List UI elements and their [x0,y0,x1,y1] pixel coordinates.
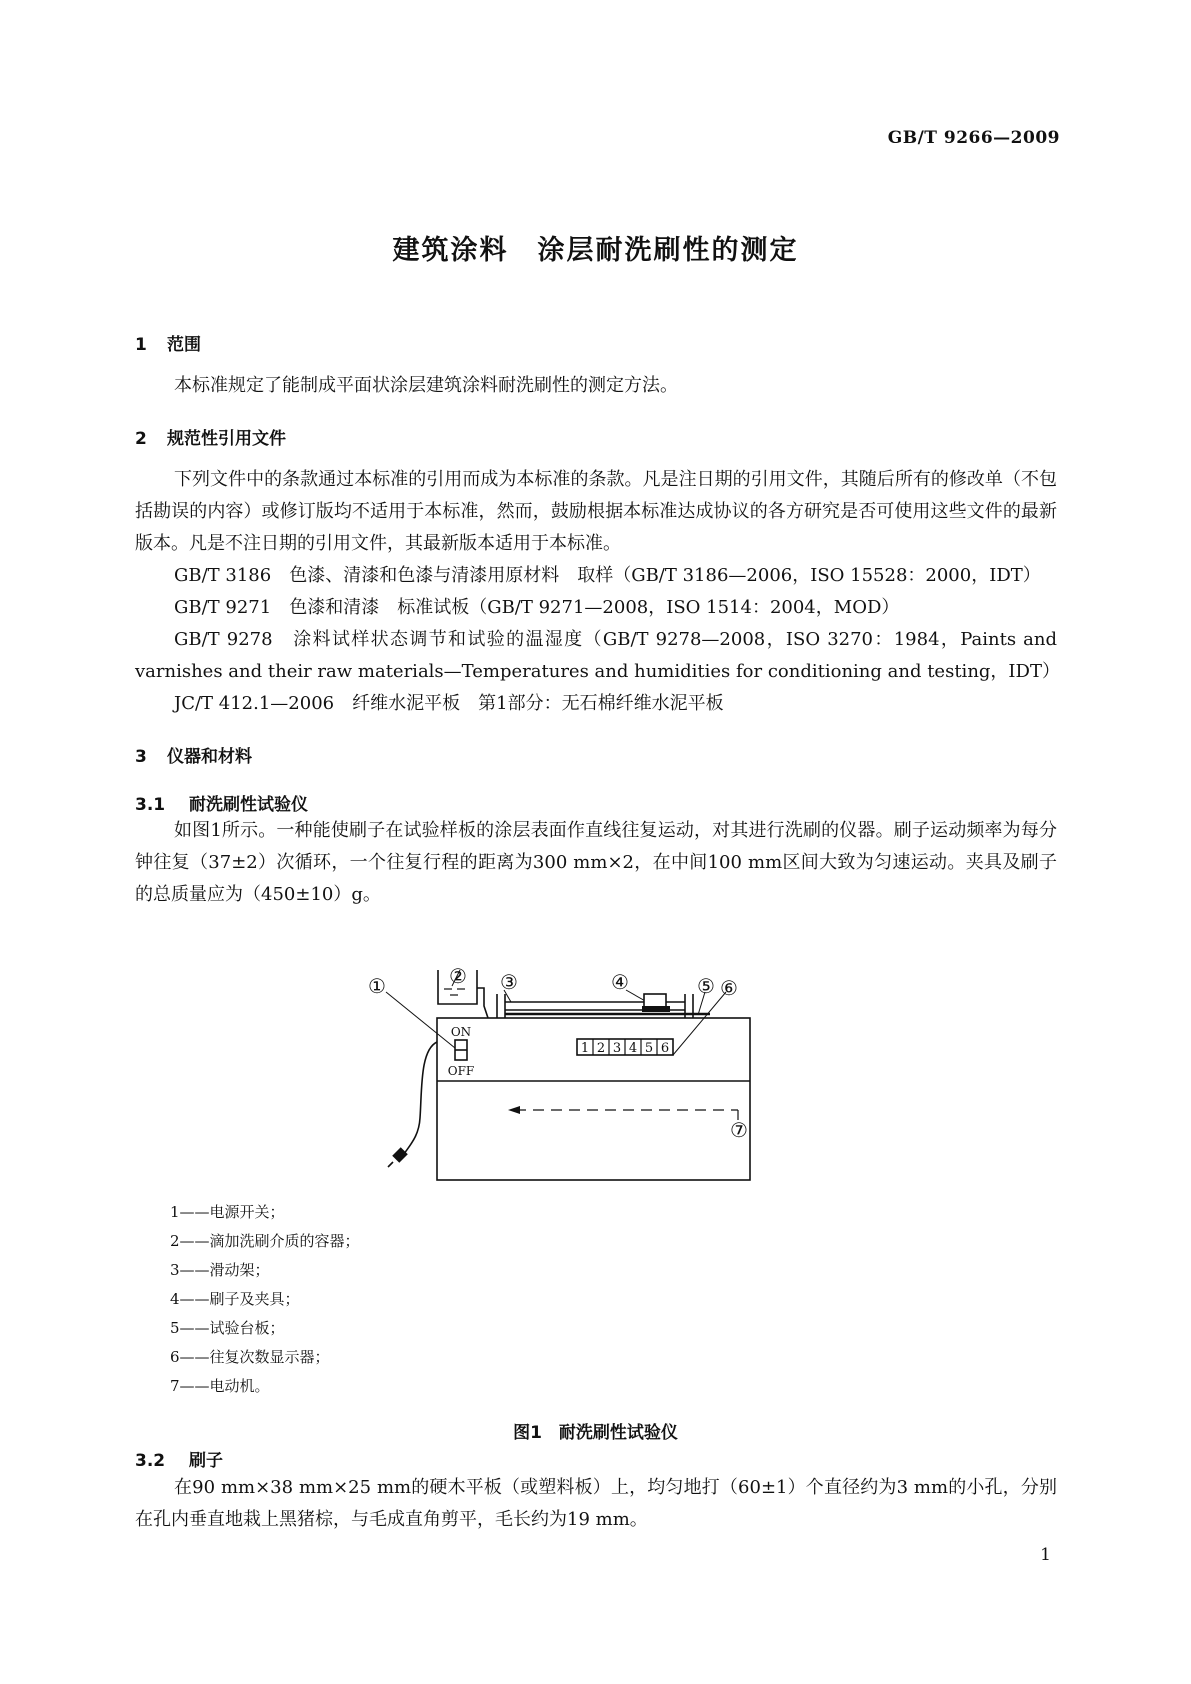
figure-caption: 图1 耐洗刷性试验仪 [513,1423,678,1443]
reference-item: JC/T 412.1—2006 纤维水泥平板 第1部分：无石棉纤维水泥平板 [174,693,724,714]
counter-digit: 4 [628,1041,638,1056]
reference-item: GB/T 3186 色漆、清漆和色漆与清漆用原材料 取样（GB/T 3186—2006，ISO 15528：2000，IDT） [174,565,1041,586]
section-3-heading [135,742,252,767]
power-plug [392,1147,408,1163]
section-number: 3.2 [135,1451,166,1471]
section-title: 范围 [167,335,201,355]
counter-digit: 3 [612,1041,622,1056]
counter-digit: 2 [596,1041,606,1056]
counter-digit: 6 [660,1041,670,1056]
brush-clamp [644,994,666,1007]
legend-item: 2——滴加洗刷介质的容器； [170,1232,360,1250]
section-title: 耐洗刷性试验仪 [189,795,308,815]
section-title: 刷子 [189,1451,223,1471]
callout-5: ⑤ [697,974,715,998]
section-3-1-text: 如图1所示。一种能使刷子在试验样板的涂层表面作直线往复运动，对其进行洗刷的仪器。刷子运动频率为每分钟往复（37±2）次循环，一个往复行程的距离为300 mm×2，在中间100 mm区间大致为匀速运动。夹具及刷子的总质量应为（450±10）g。 [135,820,1057,905]
reference-item: GB/T 9271 色漆和清漆 标准试板（GB/T 9271—2008，ISO 1514：2004，MOD） [174,597,900,618]
counter-digit: 5 [644,1041,654,1056]
section-3-1-heading [135,790,308,815]
brush-bristles [642,1006,670,1012]
section-title: 规范性引用文件 [167,429,286,449]
switch-off-label: OFF [447,1064,475,1078]
section-3-2-heading [135,1446,223,1471]
legend-item: 7——电动机。 [170,1377,270,1395]
section-2-intro: 下列文件中的条款通过本标准的引用而成为本标准的条款。凡是注日期的引用文件，其随后所有的修改单（不包括勘误的内容）或修订版均不适用于本标准，然而，鼓励根据本标准达成协议的各方研究是否可使用这些文件的最新版本。凡是不注日期的引用文件，其最新版本适用于本标准。 [135,469,1057,554]
motor-arrow-icon [508,1106,520,1114]
legend-item: 4——刷子及夹具； [170,1290,300,1308]
switch-on-label: ON [450,1025,472,1039]
leader-line-1 [386,992,455,1048]
callout-4: ④ [611,970,629,994]
callout-1: ① [368,974,386,998]
figure-legend [170,1198,360,1401]
plug-pin [388,1162,393,1167]
document-title: 建筑涂料 涂层耐洗刷性的测定 [392,235,799,266]
section-1-heading [135,330,201,355]
counter-digit: 1 [580,1041,590,1056]
callout-6: ⑥ [720,976,738,1000]
legend-item: 1——电源开关； [170,1203,285,1221]
callout-2: ② [449,964,467,988]
callout-7: ⑦ [730,1118,748,1142]
callout-3: ③ [500,970,518,994]
container-spout [477,988,488,1018]
legend-item: 3——滑动架； [170,1261,270,1279]
section-number: 3 [135,747,147,767]
section-2-heading [135,424,286,449]
section-number: 2 [135,429,147,449]
section-1-text: 本标准规定了能制成平面状涂层建筑涂料耐洗刷性的测定方法。 [174,375,678,396]
reference-item: GB/T 9278 涂料试样状态调节和试验的温湿度（GB/T 9278—2008，ISO 3270：1984，Paints and varnishes and their raw materials—Temperatures and humidities for conditioning and testing，IDT） [135,629,1060,682]
legend-item: 5——试验台板； [170,1319,285,1337]
power-cord [404,1042,437,1154]
section-number: 1 [135,335,147,355]
legend-item: 6——往复次数显示器； [170,1348,330,1366]
section-3-2-text: 在90 mm×38 mm×25 mm的硬木平板（或塑料板）上，均匀地打（60±1）个直径约为3 mm的小孔，分别在孔内垂直地栽上黑猪棕，与毛成直角剪平，毛长约为19 mm。 [135,1477,1057,1530]
standard-number: GB/T 9266—2009 [887,128,1060,148]
washability-tester-figure [368,940,820,1190]
section-number: 3.1 [135,795,166,815]
section-title: 仪器和材料 [167,747,252,767]
page-number: 1 [1040,1545,1051,1565]
